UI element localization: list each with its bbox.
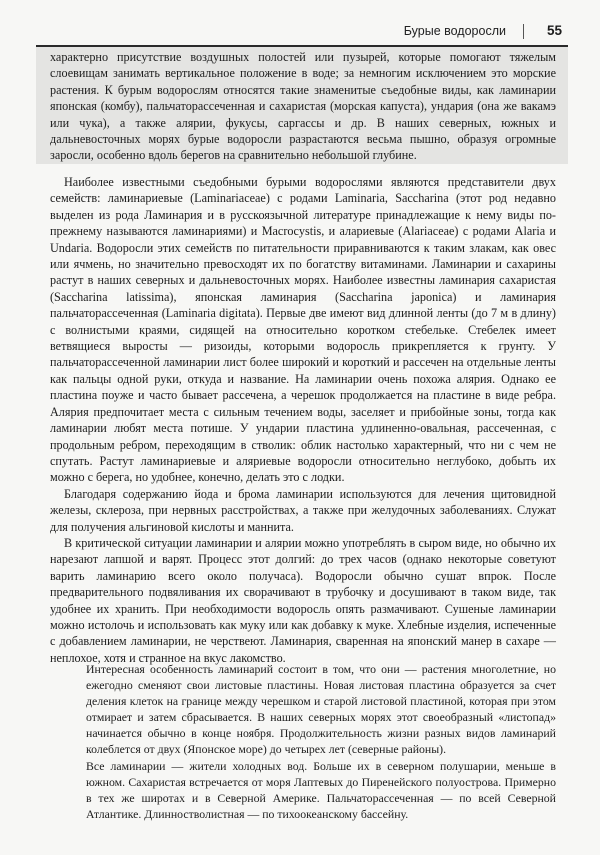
main-paragraph-1: Наиболее известными съедобными бурыми водорослями являются представители двух семейств: ламинариевые (Laminariaceae) с родами Laminaria, Saccharina (этот род недавно выделен из рода Ламинария и в русскоязычной литературе принадлежащие к нему виды по-прежнему называются ламинариями) и Macrocystis, и алариевые (Alariaceae) с родами Alaria и Undaria. Водоросли этих семейств по питательности приравниваются к таким злакам, как овес или ячмень, но значительно превосходят их по богатству витаминами. Ламинарии и сахарины растут в наших северных и дальневосточных морях. Наиболее известны ламинария сахаристая (Saccharina latissima), японская ламинария (Saccharina japonica) и ламинария пальчаторассеченная (Laminaria digitata). Первые две имеют вид длинной ленты (до 7 м в длину) с волнистыми краями, сидящей на относительно коротком стебельке. Стебелек имеет ветвящиеся выросты — ризоиды, которыми водоросль прикрепляется к грунту. У пальчаторассеченной ламинарии лист более широкий и короткий и рассечен на отдельные ленты как пальцы одной руки, откуда и название. На ламинарии очень похожа алярия. Однако ее пластина поуже и часто бывает рассечена, а черешок продолжается на пластине в виде ребра. Алярия предпочитает места с сильным течением воды, заселяет и прибойные зоны, тогда как ламинарии любят места потише. У ундарии пластина удлиненно-овальная, рассеченная, с продольным ребром, переходящим в стволик: облик настолько характерный, что ни с чем не спутать. Растут ламинариевые и аляриевые водоросли относительно неглубоко, добыть их можно с берега, но удобнее, конечно, делать это с лодки.	[50, 175, 556, 485]
note-paragraph-1: Интересная особенность ламинарий состоит в том, что они — растения многолетние, но ежегодно сменяют свои листовые пластины. Новая листовая пластина образуется за счет деления клеток на границе между черешком и старой листовой пластиной, которая при этом отмирает и затем сбрасывается. В наших северных морях этот своеобразный «листопад» начинается обычно в конце ноября. Продолжительность жизни разных видов ламинарий колеблется от двух (Японское море) до четырех лет (северные районы).	[86, 662, 556, 757]
main-paragraph-3: В критической ситуации ламинарии и алярии можно употреблять в сыром виде, но обычно их нарезают лапшой и варят. Процесс этот долгий: до трех часов (однако некоторые советуют варить ламинарию всего около получаса). Водоросли обычно сушат впрок. После предварительного подвяливания их сворачивают в трубочку и досушивают в таком виде, так удобнее их хранить. При необходимости водоросль опять размачивают. Сушеные ламинарии можно истолочь и использовать как муку или как добавку к муке. Хлебные изделия, испеченные с добавлением ламинарии, не черствеют. Ламинария, сваренная на японский манер в сахаре — неплохое, хотя и странное на вкус лакомство.	[50, 535, 556, 665]
note-paragraph-2: Все ламинарии — жители холодных вод. Больше их в северном полушарии, меньше в южном. Сахаристая встречается от моря Лаптевых до Пиренейского полуострова. Примерно в тех же широтах и в Северной Америке. Пальчаторассеченная — по всей Северной Атлантике. Длинностволистная — по тихоокеанскому бассейну.	[86, 758, 556, 821]
running-header	[36, 22, 568, 42]
main-text-block	[50, 174, 556, 666]
header-divider	[523, 24, 524, 39]
intro-text-block	[50, 49, 556, 164]
page-number: 55	[546, 23, 562, 38]
intro-paragraph: характерно присутствие воздушных полостей или пузырей, которые помогают тяжелым слоевищам занимать вертикальное положение в воде; за немногим исключением это морские растения. К бурым водорослям относятся такие знаменитые съедобные виды, как ламинарии японская (комбу), пальчаторассеченная и сахаристая (морская капуста), ундария (она же вакамэ или чука), а также алярии, фукусы, саргассы и др. В наших северных, южных и дальневосточных морях бурые водоросли разрастаются весьма пышно, образуя огромные заросли, особенно вдоль берегов на сравнительно небольшой глубине.	[50, 50, 556, 163]
main-paragraph-2: Благодаря содержанию йода и брома ламинарии используются для лечения щитовидной железы, склероза, при нервных расстройствах, а также при желудочных заболеваниях. Служат для получения альгиновой кислоты и маннита.	[50, 486, 556, 534]
chapter-title: Бурые водоросли	[403, 24, 506, 38]
sidebar-note-block	[86, 661, 556, 822]
